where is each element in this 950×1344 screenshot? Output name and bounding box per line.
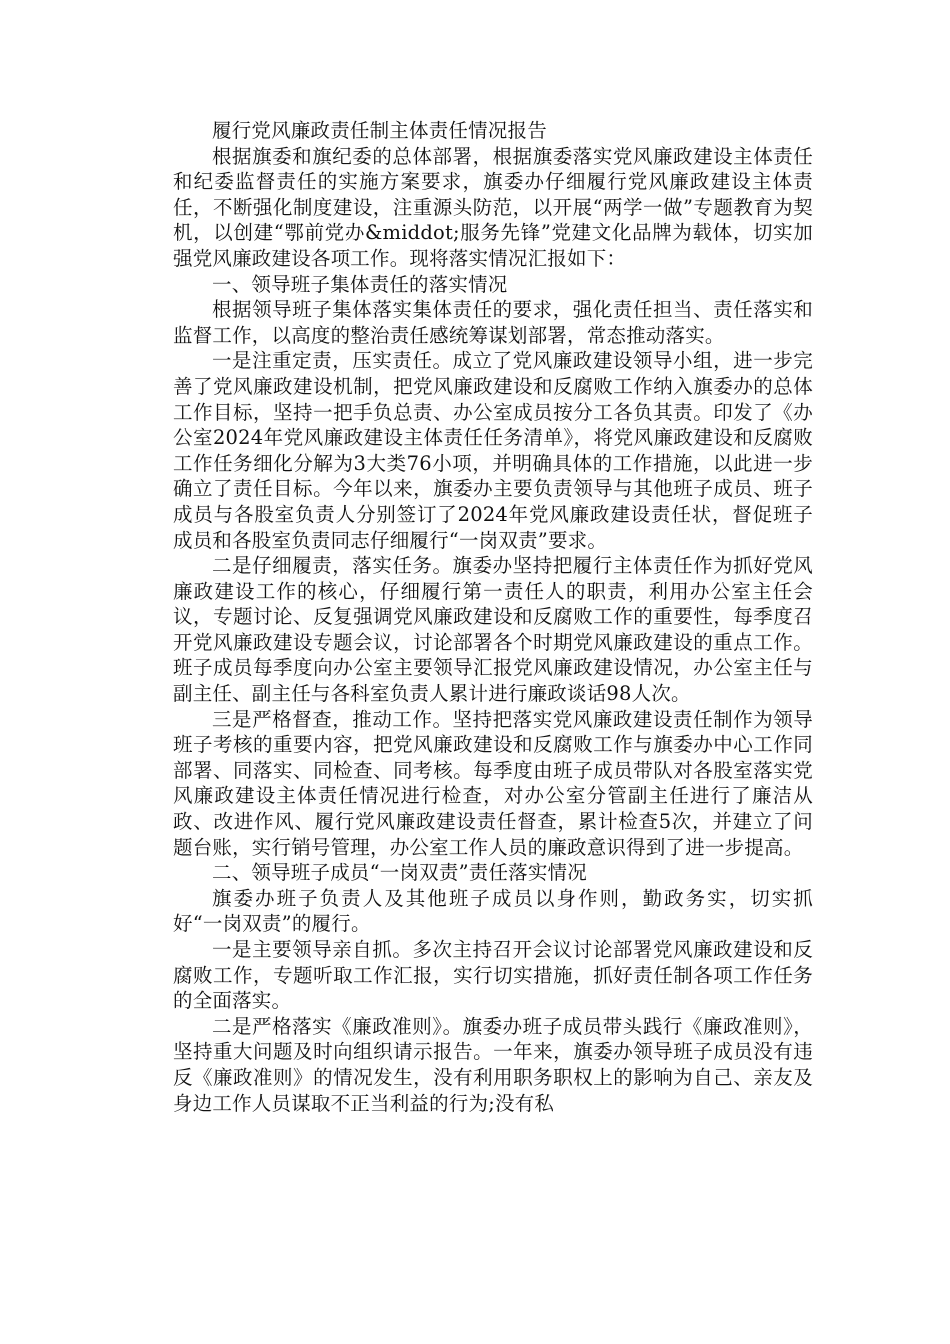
section-heading-2: 二、领导班子成员“一岗双责”责任落实情况	[212, 861, 587, 885]
body-paragraph: 一是主要领导亲自抓。多次主持召开会议讨论部署党风廉政建设和反腐败工作，专题听取工作汇报，实行切实措施，抓好责任制各项工作任务的全面落实。	[173, 938, 813, 1013]
body-paragraph: 二是严格落实《廉政准则》。旗委办班子成员带头践行《廉政准则》，坚持重大问题及时向组织请示报告。一年来，旗委办领导班子成员没有违反《廉政准则》的情况发生，没有利用职务职权上的影响为自己、亲友及身边工作人员谋取不正当利益的行为;没有私	[173, 1014, 813, 1115]
body-paragraph: 一是注重定责，压实责任。成立了党风廉政建设领导小组，进一步完善了党风廉政建设机制，把党风廉政建设和反腐败工作纳入旗委办的总体工作目标，坚持一把手负总责、办公室成员按分工各负其责。印发了《办公室2024年党风廉政建设主体责任任务清单》，将党风廉政建设和反腐败工作任务细化分解为3大类76小项，并明确具体的工作措施，以此进一步确立了责任目标。今年以来，旗委办主要负责领导与其他班子成员、班子成员与各股室负责人分别签订了2024年党风廉政建设责任状，督促班子成员和各股室负责同志仔细履行“一岗双责”要求。	[173, 349, 813, 552]
body-paragraph: 三是严格督查，推动工作。坚持把落实党风廉政建设责任制作为领导班子考核的重要内容，把党风廉政建设和反腐败工作与旗委办中心工作同部署、同落实、同检查、同考核。每季度由班子成员带队对各股室落实党风廉政建设主体责任情况进行检查，对办公室分管副主任进行了廉洁从政、改进作风、履行党风廉政建设责任督查，累计检查5次，并建立了问题台账，实行销号管理，办公室工作人员的廉政意识得到了进一步提高。	[173, 707, 813, 859]
body-paragraph: 旗委办班子负责人及其他班子成员以身作则，勤政务实，切实抓好“一岗双责”的履行。	[173, 886, 813, 936]
body-paragraph: 根据领导班子集体落实集体责任的要求，强化责任担当、责任落实和监督工作，以高度的整治责任感统筹谋划部署，常态推动落实。	[173, 298, 813, 347]
body-paragraph: 二是仔细履责，落实任务。旗委办坚持把履行主体责任作为抓好党风廉政建设工作的核心，仔细履行第一责任人的职责，利用办公室主任会议，专题讨论、反复强调党风廉政建设和反腐败工作的重要性，每季度召开党风廉政建设专题会议，讨论部署各个时期党风廉政建设的重点工作。班子成员每季度向办公室主要领导汇报党风廉政建设情况，办公室主任与副主任、副主任与各科室负责人累计进行廉政谈话98人次。	[173, 554, 813, 706]
document-title: 履行党风廉政责任制主体责任情况报告	[212, 119, 547, 142]
section-heading-1: 一、领导班子集体责任的落实情况	[212, 272, 508, 296]
document-body	[173, 118, 813, 1116]
intro-paragraph: 根据旗委和旗纪委的总体部署，根据旗委落实党风廉政建设主体责任和纪委监督责任的实施方案要求，旗委办仔细履行党风廉政建设主体责任，不断强化制度建设，注重源头防范，以开展“两学一做”专题教育为契机，以创建“鄂前党办&middot;服务先锋”党建文化品牌为载体，切实加强党风廉政建设各项工作。现将落实情况汇报如下：	[173, 144, 813, 270]
